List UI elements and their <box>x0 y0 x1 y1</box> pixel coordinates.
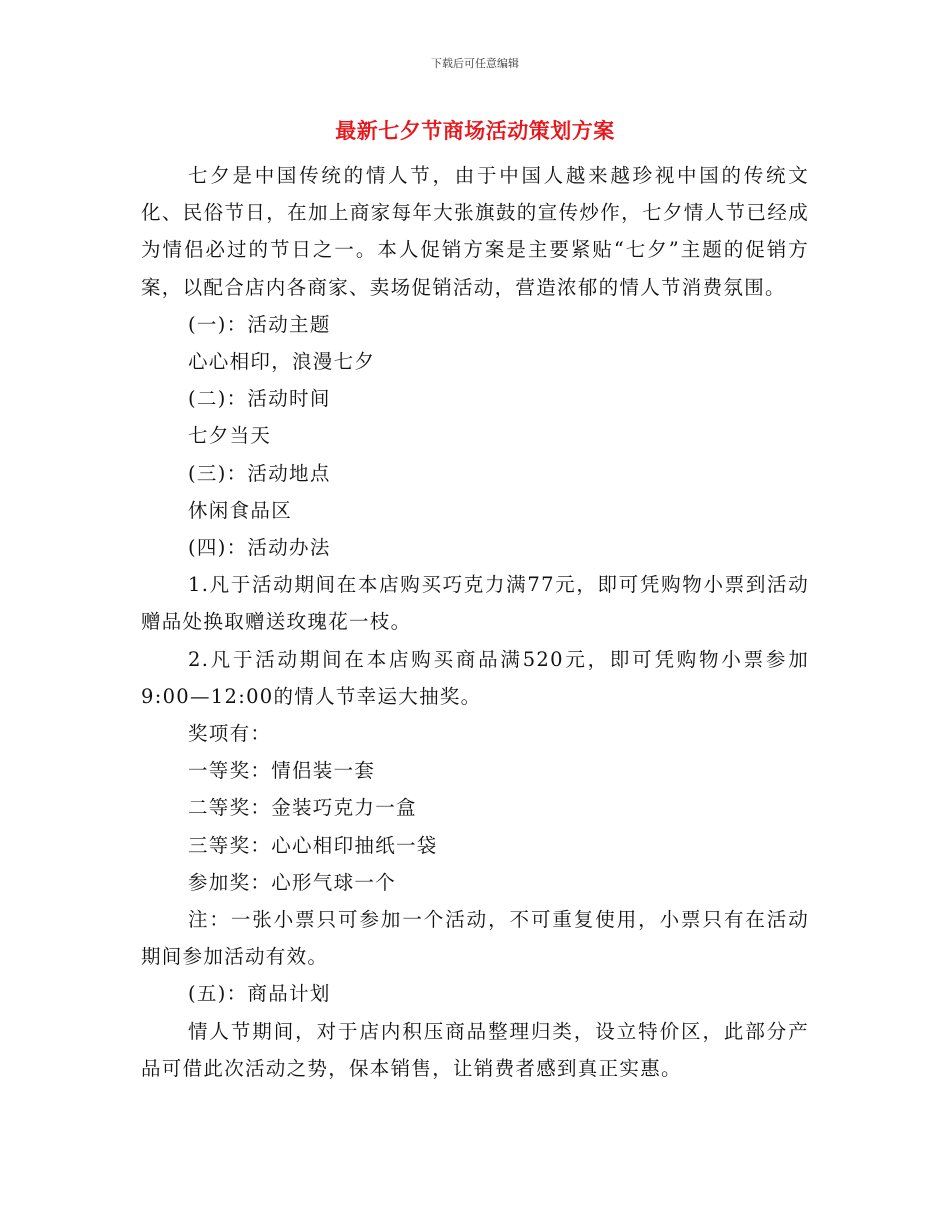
location-text: 休闲食品区 <box>188 498 293 522</box>
note-paragraph: 注：一张小票只可参加一个活动，不可重复使用，小票只有在活动期间参加活动有效。 <box>141 908 809 969</box>
section-heading-location: (三)：活动地点 <box>188 461 331 485</box>
section-heading-theme: (一)：活动主题 <box>188 312 331 336</box>
section-heading-time: (二)：活动时间 <box>188 387 331 411</box>
prize-second: 二等奖：金装巧克力一盒 <box>188 796 417 820</box>
intro-paragraph: 七夕是中国传统的情人节，由于中国人越来越珍视中国的传统文化、民俗节日，在加上商家每年大张旗鼓的宣传炒作，七夕情人节已经成为情侣必过的节日之一。本人促销方案是主要紧贴“七夕”主题的促销方案，以配合店内各商家、卖场促销活动，营造浓郁的情人节消费氛围。 <box>141 164 809 299</box>
section-heading-method: (四)：活动办法 <box>188 536 331 560</box>
prize-first: 一等奖：情侣装一套 <box>188 759 376 783</box>
products-text: 情人节期间，对于店内积压商品整理归类，设立特价区，此部分产品可借此次活动之势，保本销售，让销费者感到真正实惠。 <box>141 1019 809 1080</box>
method-item-1: 1.凡于活动期间在本店购买巧克力满77元，即可凭购物小票到活动赠品处换取赠送玫瑰花一枝。 <box>141 573 809 634</box>
document-title: 最新七夕节商场活动策划方案 <box>335 118 615 143</box>
header-note: 下载后可任意编辑 <box>431 57 519 70</box>
prize-participation: 参加奖：心形气球一个 <box>188 870 397 894</box>
prizes-heading: 奖项有： <box>188 722 272 746</box>
time-text: 七夕当天 <box>188 424 272 448</box>
method-item-2: 2.凡于活动期间在本店购买商品满520元，即可凭购物小票参加9:00—12:00的情人节幸运大抽奖。 <box>141 647 809 708</box>
section-heading-products: (五)：商品计划 <box>188 982 331 1006</box>
theme-text: 心心相印，浪漫七夕 <box>188 350 376 374</box>
document-body <box>141 157 809 1087</box>
prize-third: 三等奖：心心相印抽纸一袋 <box>188 833 438 857</box>
